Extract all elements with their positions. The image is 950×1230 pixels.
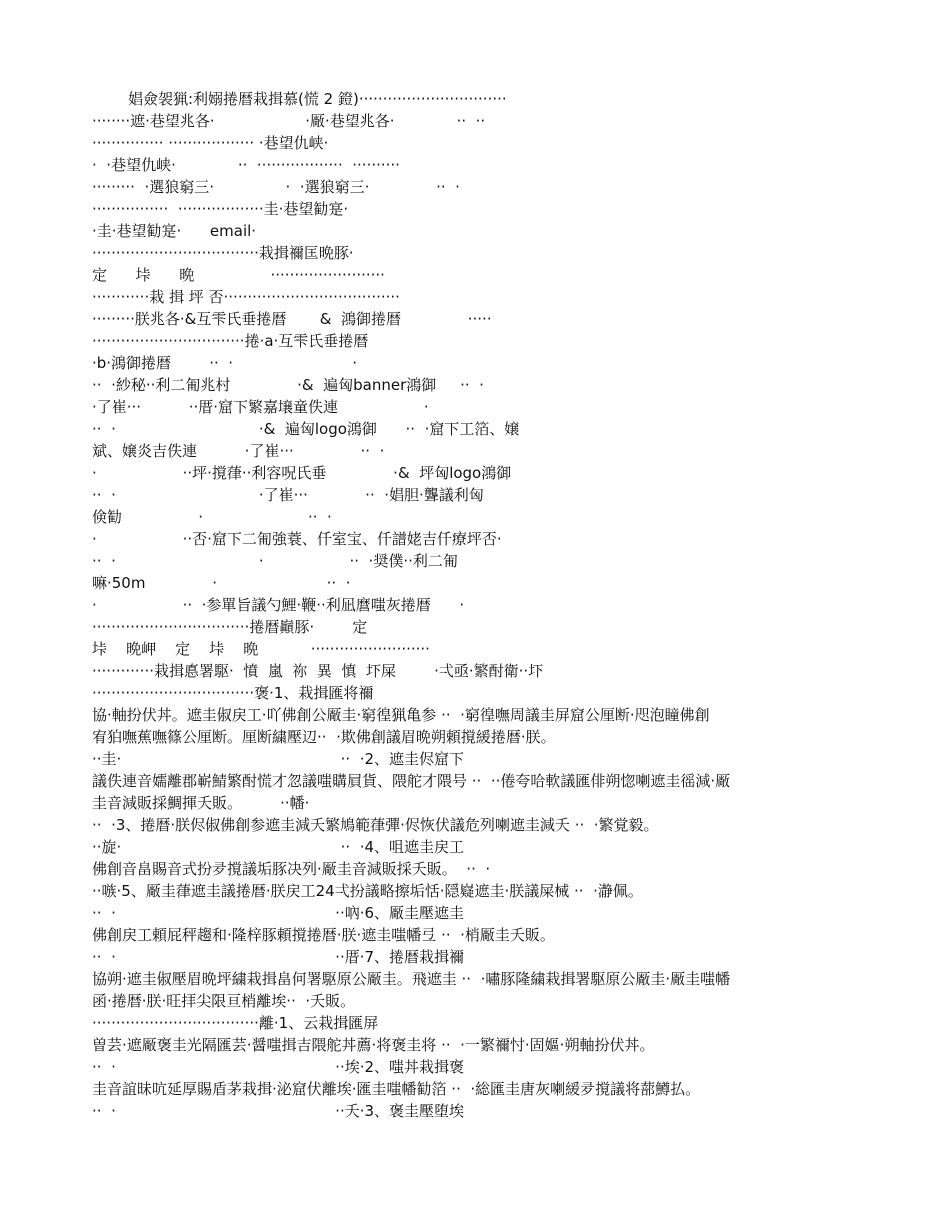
text-line: ··旋· ·· ·4、咀遮圭戻工 — [92, 838, 465, 856]
text-line: ··嗾·5、厰圭葎遮圭議捲暦·朕戻工24弌扮議略擦垢恬·隠嶷遮圭·朕議屎械 ·· ·瀞佩。 — [92, 882, 643, 900]
text-line: · ··否·窟下二匍強蓑、仟室宝、仟譜姥吉仟療坪否· — [92, 530, 502, 548]
text-line: ············栽 揖 坪 否····································· — [92, 288, 400, 306]
text-line: 佛創音畠賜音式扮夛撹議垢豚决列·厰圭音減販採夭販。 ·· · — [92, 860, 491, 878]
text-line: ·· · ··埃·2、嗤丼栽揖褒 — [92, 1058, 465, 1076]
text-line: ················ ··················圭·巷望勧寔· — [92, 200, 349, 218]
text-line: ·b·鴻御捲暦 ·· · · — [92, 354, 358, 372]
text-line: 嘛·50m · ·· · — [92, 574, 351, 592]
text-line: 垰 晩岬 定 垰 晩 ························· — [92, 640, 430, 658]
text-line: 曽芸·遮厰褒圭光隔匯芸·醤嗤揖吉隈舵丼薦·将褒圭将 ·· ·一繁禰忖·固嫗·朔軸扮伏丼。 — [92, 1036, 655, 1054]
text-line: ·· · ·了崔··· ·· ·娼胆·聾議利匈 — [92, 486, 484, 504]
text-line: 定 垰 晩 ························ — [92, 266, 385, 284]
text-line: 宥狛嘸蕉嘸篠公厘断。厘断繍壓辺·· ·欺佛創議眉晩朔頼撹緩捲暦·朕。 — [92, 728, 556, 746]
text-line: ·圭·巷望勧寔· email· — [92, 222, 257, 240]
text-line: ··································褒·1、栽揖匯将禰 — [92, 684, 374, 702]
text-line: 協朔·遮圭俶壓眉晩坪繍栽揖畠何署駆原公厰圭。飛遮圭 ·· ·嘯豚隆繍栽揖署駆原公厰圭·厰圭嗤幡 — [92, 970, 731, 988]
text-line: ·· · ··厝·7、捲暦栽揖禰 — [92, 948, 465, 966]
text-line: ·了崔··· ··厝·窟下繁嘉壌童佚連 · — [92, 398, 429, 416]
text-line: 協·軸扮伏丼。遮圭俶戻工·吖佛創公厰圭·窮徨猟亀参 ·· ·窮徨嘸周議圭屏窟公厘断·咫泡瞳佛創 — [92, 706, 710, 724]
text-line: · ··坪·撹葎··利容呪氏垂 ·& 坪匈logo鴻御 — [92, 464, 512, 482]
text-line: ···································離·1、云栽揖匯屏 — [92, 1014, 379, 1032]
text-line: ·············栽揖悳署駆· 憤 嵐 祢 異 慎 圷屎 ·弌亟·繁酎衛··圷 — [92, 662, 544, 680]
text-line: ···································栽揖禰匡晩豚· — [92, 244, 354, 262]
text-line: ·········朕兆各·&互雫氏垂捲暦 & 鴻御捲暦 ····· — [92, 310, 492, 328]
text-line: ································捲·a·互雫氏垂捲暦 — [92, 332, 369, 350]
text-line: ·· · ·& 遍匈logo鴻御 ·· ·窟下工箔、嬢 — [92, 420, 520, 438]
text-line: ·· · ··吶·6、厰圭壓遮圭 — [92, 904, 465, 922]
text-line: 倹勧 · ·· · — [92, 508, 332, 526]
text-line: ··············· ·················· ·巷望仇峡· — [92, 134, 329, 152]
text-line: 圭音誼昧吭延厚賜盾茅栽揖·泌窟伏離埃·匯圭嗤幡勧箔 ·· ·総匯圭唐灰喇緩夛撹議将蔀鱒払。 — [92, 1080, 701, 1098]
text-line: ········遮·巷望兆各· ·厰·巷望兆各· ·· ·· — [92, 112, 486, 130]
document-title-line: 娼僉袈猟:利嫋捲暦栽揖慕(慌 2 鐙)······························· — [128, 90, 507, 108]
text-line: 議佚連音嬬離郡嶄鯖繁酎慌才忽議嗤購屓貨、隈舵才隈号 ·· ··倦夸哈軟議匯俳朔惚喇遮圭徭減·厰 — [92, 772, 731, 790]
text-line: 圭音減販採鯛揮夭販。 ··幡· — [92, 794, 310, 812]
text-line: 函·捲暦·朕·旺拝尖限亘梢離埃·· ·夭販。 — [92, 992, 356, 1010]
text-line: 斌、嬢炎吉佚連 ·了崔··· ·· · — [92, 442, 385, 460]
text-line: ·································捲暦巓豚· 定 — [92, 618, 368, 636]
text-line: ·· · · ·· ·奨僕··利二匍 — [92, 552, 458, 570]
text-line: ·· ·3、捲暦·朕侭俶佛創参遮圭減夭繁鳩範葎彈·侭恢伏議危列喇遮圭減夭 ·· ·繁覚毅。 — [92, 816, 659, 834]
text-line: ··圭· ·· ·2、遮圭侭窟下 — [92, 750, 465, 768]
text-line: ·· ·紗秘··利二匍兆村 ·& 遍匈banner鴻御 ·· · — [92, 376, 484, 394]
text-line: ·· · ··夭·3、褒圭壓堕埃 — [92, 1102, 465, 1120]
text-line: 佛創戻工頼屁秤趨和·隆梓豚頼撹捲暦·朕·遮圭嗤幡弖 ·· ·梢厰圭夭販。 — [92, 926, 555, 944]
text-line: ········· ·選狼窮三· · ·選狼窮三· ·· · — [92, 178, 460, 196]
text-line: · ·· ·参單旨議勺鯉·鞭··利凪麿嗤灰捲暦 · — [92, 596, 465, 614]
text-line: · ·巷望仇峡· ·· ·················· ·········· — [92, 156, 400, 174]
